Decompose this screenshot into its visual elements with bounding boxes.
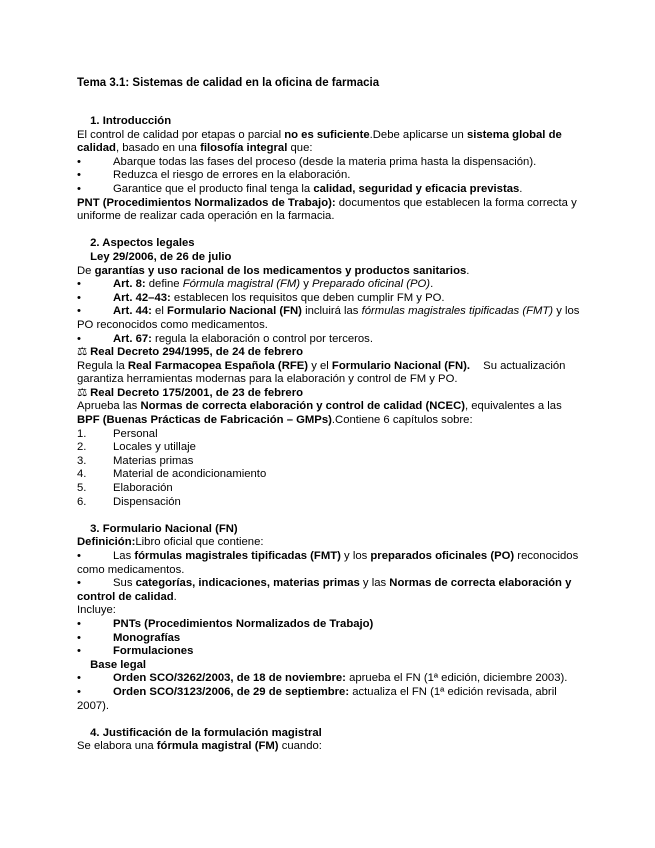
- list-item: • Orden SCO/3262/2003, de 18 de noviembre: aprueba el FN (1ª edición, diciembre 2003).: [77, 672, 568, 685]
- numbered-item: 4. Material de acondicionamiento: [77, 468, 267, 481]
- list-item: • Art. 44: el Formulario Nacional (FN) incluirá las fórmulas magistrales tipificadas (FMT) y los PO reconocidos como medicamentos.: [77, 305, 580, 331]
- law-description: De garantías y uso racional de los medicamentos y productos sanitarios.: [77, 264, 470, 277]
- numbered-item: 6. Dispensación: [77, 495, 181, 508]
- list-item: • PNTs (Procedimientos Normalizados de Trabajo): [77, 617, 374, 630]
- section-1-heading: 1. Introducción: [90, 115, 172, 127]
- bullet: •: [77, 169, 81, 182]
- bullet: •: [77, 685, 81, 698]
- list-item: • Garantice que el producto final tenga la calidad, seguridad y eficacia previstas.: [77, 182, 523, 195]
- list-item: • Sus categorías, indicaciones, materias primas y las Normas de correcta elaboración y control de calidad.: [77, 577, 572, 603]
- numbered-item: 1. Personal: [77, 427, 158, 440]
- bullet: •: [77, 332, 81, 345]
- bullet: •: [77, 631, 81, 644]
- base-legal-heading: Base legal: [90, 658, 147, 671]
- section-3-heading: 3. Formulario Nacional (FN): [90, 522, 238, 535]
- scale-icon: ⚖: [77, 386, 88, 399]
- pnt-paragraph: PNT (Procedimientos Normalizados de Trabajo): documentos que establecen la forma correcta y uniforme de realizar cada operación en la farmacia.: [77, 196, 577, 223]
- numbered-item: 3. Materias primas: [77, 454, 194, 467]
- list-item: • Abarque todas las fases del proceso (desde la materia prima hasta la dispensación).: [77, 155, 537, 168]
- law-description: Regula la Real Farmacopea Española (RFE) y el Formulario Nacional (FN). Su actualización garantiza herramientas modernas para la elaboración y control de FM y PO.: [77, 359, 566, 386]
- includes-label: Incluye:: [77, 604, 116, 617]
- justification-paragraph: Se elabora una fórmula magistral (FM) cuando:: [77, 740, 322, 753]
- bullet: •: [77, 645, 81, 658]
- list-item: • Art. 67: regula la elaboración o control por terceros.: [77, 332, 373, 345]
- list-item: • Art. 8: define Fórmula magistral (FM) y Preparado oficinal (PO).: [77, 278, 434, 291]
- list-item: • Formulaciones: [77, 645, 194, 658]
- section-2-heading: 2. Aspectos legales: [90, 237, 195, 250]
- scale-icon: ⚖: [77, 346, 88, 359]
- bullet: •: [77, 291, 81, 304]
- law-heading: ⚖ Real Decreto 294/1995, de 24 de febrero: [77, 346, 304, 359]
- list-item: • Orden SCO/3123/2006, de 29 de septiembre: actualiza el FN (1ª edición revisada, abril 2007).: [77, 685, 557, 712]
- list-item: • Reduzca el riesgo de errores en la elaboración.: [77, 169, 351, 182]
- intro-paragraph: El control de calidad por etapas o parcial no es suficiente.Debe aplicarse un sistema global de calidad, basado en una filosofía integral que:: [77, 128, 562, 155]
- list-item: • Monografías: [77, 631, 181, 644]
- law-description: Aprueba las Normas de correcta elaboración y control de calidad (NCEC), equivalentes a las BPF (Buenas Prácticas de Fabricación – GMPs).Contiene 6 capítulos sobre:: [77, 400, 562, 427]
- bullet: •: [77, 278, 81, 291]
- bullet: •: [77, 577, 81, 590]
- list-item: • Las fórmulas magistrales tipificadas (FMT) y los preparados oficinales (PO) reconocidos como medicamentos.: [77, 550, 579, 576]
- list-item: • Art. 42–43: establecen los requisitos que deben cumplir FM y PO.: [77, 291, 445, 304]
- bullet: •: [77, 305, 81, 318]
- bullet: •: [77, 182, 81, 195]
- numbered-item: 5. Elaboración: [77, 482, 173, 495]
- bullet: •: [77, 617, 81, 630]
- law-heading: Ley 29/2006, de 26 de julio: [90, 250, 232, 263]
- document-title: Tema 3.1: Sistemas de calidad en la oficina de farmacia: [77, 77, 380, 89]
- numbered-item: 2. Locales y utillaje: [77, 441, 196, 454]
- section-4-heading: 4. Justificación de la formulación magistral: [90, 726, 322, 739]
- bullet: •: [77, 155, 81, 168]
- law-heading: ⚖ Real Decreto 175/2001, de 23 de febrero: [77, 386, 304, 399]
- definition: Definición:Libro oficial que contiene:: [77, 536, 264, 549]
- document-body: [77, 115, 580, 754]
- bullet: •: [77, 550, 81, 562]
- bullet: •: [77, 672, 81, 685]
